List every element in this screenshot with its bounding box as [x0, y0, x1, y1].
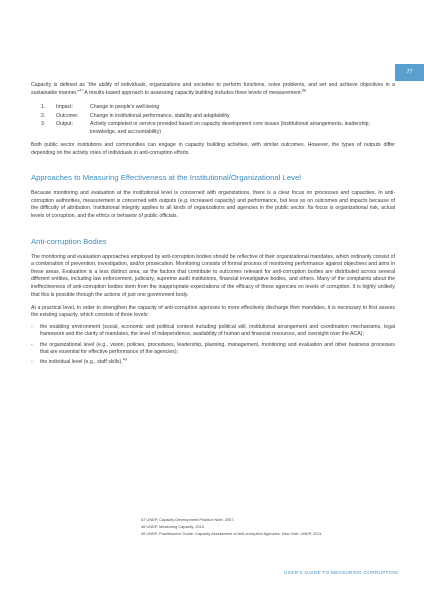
- list-item: [31, 121, 395, 136]
- list-item: [31, 359, 395, 367]
- list-text: the organizational level (e.g., vision, policies, procedures, leadership, planning, management, monitoring and evaluation and other business processes that are essential for effective performance of the agencies);: [40, 341, 395, 356]
- capacity-levels-list: [31, 324, 395, 367]
- list-number: 3.: [41, 121, 46, 128]
- list-number: 2.: [41, 112, 46, 119]
- intro-text: Capacity is defined as “the ability of individuals, organizations and societies to perform functions, solve problems, and set and achieve objectives in a sustainable manner.”: [31, 82, 395, 96]
- list-text: the enabling environment (social, economic and political context including political will, institutional arrangement and coordination mechanisms, legal framework and the clarity of mandates, the level of independence, availability of human and financial resources, and oversight over the ACA);: [40, 323, 395, 338]
- footnote-ref: 48: [302, 87, 307, 92]
- list-text: Change in institutional performance, stability and adaptability: [90, 112, 230, 119]
- intro-paragraph: [31, 82, 395, 97]
- list-text: Activity completed or service provided based on capacity development core issues (institutional arrangements, leadership, knowledge, and accountability): [90, 121, 370, 135]
- intro-paragraph-2: Both public sector institutions and communities can engage in capacity building activities, with similar outcomes. However, the types of outputs differ depending on the activity roles of individuals in anti-corruption efforts.: [31, 142, 395, 156]
- section-heading: Anti-corruption Bodies: [31, 236, 107, 246]
- list-text-value: the individual level (e.g., staff skills).: [40, 359, 123, 366]
- main-content: [31, 82, 395, 369]
- section-paragraph: At a practical level, in order to strengthen the capacity of anti-corruption agencies to more effectively discharge their mandates, it is necessary to first assess the existing capacity, which consists of three levels:: [31, 304, 395, 319]
- footnote-ref: 47: [79, 87, 84, 92]
- footnote: 47 UNDP, Capacity Development Practice Note, 2007.: [141, 517, 235, 522]
- list-label: Outcome:: [56, 112, 79, 119]
- dash-bullet: -: [31, 323, 33, 330]
- measurement-levels-list: [31, 104, 395, 136]
- list-item: [31, 104, 395, 112]
- dash-bullet: -: [31, 341, 33, 348]
- footnote: 49 UNDP, Practitioners' Guide: Capacity Assessment of Anti-corruption Agencies. New York: UNDP, 2011.: [141, 531, 323, 537]
- list-label: Impact:: [56, 104, 74, 111]
- footnote: 48 UNDP, Measuring Capacity, 2010.: [141, 524, 206, 530]
- list-label: Output:: [56, 121, 74, 128]
- footnote-ref: 49: [122, 357, 127, 362]
- list-item: [31, 324, 395, 339]
- list-item: [31, 113, 395, 121]
- page-number-tab: 77: [395, 64, 424, 81]
- list-text: [40, 359, 395, 367]
- intro-text-tail: A results-based approach to assessing capacity building includes three levels of measurement:: [83, 89, 303, 96]
- list-item: [31, 342, 395, 357]
- page-footer: USER'S GUIDE TO MEASURING CORRUPTION: [284, 570, 398, 575]
- section-paragraph: The monitoring and evaluation approaches employed by anti-corruption bodies should be reflective of their organizational mandates, which ordinarily consist of a combination of prevention, investigation, and/or prosecution. Monitoring consists of formal process of monitoring performance against objectives and aims in these areas. Evaluation is a less distinct area, as the factors that contribute to outcomes relevant for anti-corruption bodies are distributed across several different entities, including law enforcement, judiciary, supreme audit institutions, financial investigative bodies, and others. Many of the complaints about the ineffectiveness of anti-corruption bodies stem from the inappropriate expectations of the efficacy of these agencies on levels of corruption. It is highly unlikely that this is possible through the actions of just one government body.: [31, 253, 395, 298]
- section-heading: Approaches to Measuring Effectiveness at the Institutional/Organizational Level: [31, 173, 301, 183]
- list-text: Change in people’s well-being: [90, 104, 160, 111]
- section-paragraph: Because monitoring and evaluation at the institutional level is concerned with organizations, there is a clear focus on processes and capacities. In anti-corruption authorities, measurement is concerned with outputs (e.g. increased capacity) and performance, but less so on outcomes and impacts because of the difficulty of attribution. Institutional integrity applies to all kinds of organizations and agencies in the public sector. Its focus is organizational risk, actual levels of corruption, and the ethics or behavior of public officials.: [31, 190, 395, 220]
- dash-bullet: -: [31, 359, 33, 366]
- list-number: 1.: [41, 104, 46, 111]
- footnotes: [141, 516, 421, 538]
